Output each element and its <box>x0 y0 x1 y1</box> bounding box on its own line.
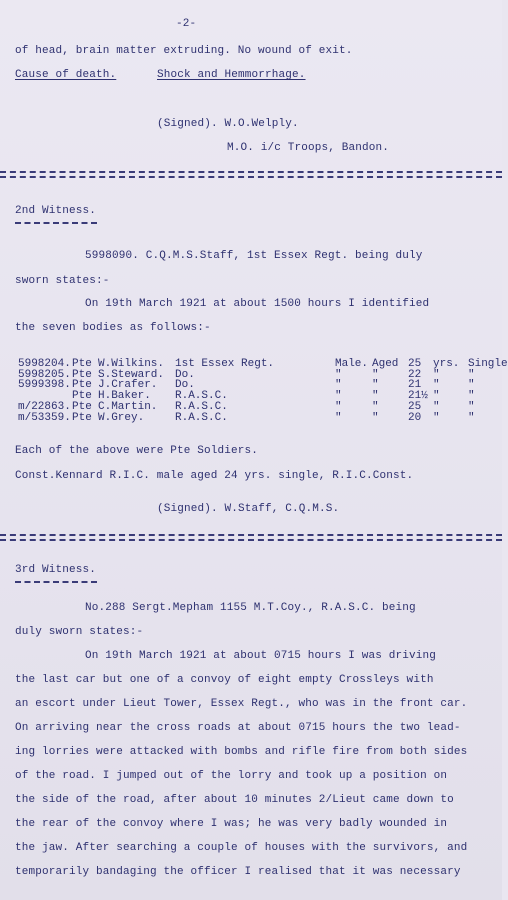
text-line: sworn states:- <box>15 275 110 287</box>
table-cell-unit: Do. <box>175 368 195 381</box>
table-cell-rank: Pte <box>72 368 92 381</box>
table-cell-age: 21½ <box>408 390 428 403</box>
table-cell-status: " <box>468 400 475 413</box>
table-cell-age: 21 <box>408 379 422 392</box>
text-line: On 19th March 1921 at about 1500 hours I identified <box>85 298 430 310</box>
section-heading: 2nd Witness. <box>15 205 97 217</box>
text-line: 5998090. C.Q.M.S.Staff, 1st Essex Regt. being duly <box>85 250 423 262</box>
text-line: the seven bodies as follows:- <box>15 322 211 334</box>
text-line: Each of the above were Pte Soldiers. <box>15 445 259 457</box>
table-cell-name: W.Grey. <box>98 411 145 424</box>
table-cell-num: m/53359. <box>18 411 71 424</box>
table-cell-status: " <box>468 379 475 392</box>
table-cell-yrs: " <box>433 400 440 413</box>
text-line: of the road. I jumped out of the lorry and took up a position on <box>15 770 448 782</box>
table-cell-age: 25 <box>408 358 422 370</box>
text-line: On arriving near the cross roads at about 0715 hours the two lead- <box>15 722 461 734</box>
signature-line: (Signed). W.Staff, C.Q.M.S. <box>157 503 340 515</box>
table-cell-unit: 1st Essex Regt. <box>175 358 275 370</box>
table-cell-name: H.Baker. <box>98 390 151 403</box>
table-cell-sex: " <box>335 390 342 403</box>
table-cell-sex: " <box>335 368 342 381</box>
table-cell-sex: Male. <box>335 358 369 370</box>
table-cell-rank: Pte <box>72 358 92 370</box>
table-cell-yrs: " <box>433 368 440 381</box>
heading-underline <box>15 222 97 224</box>
table-cell-aged: " <box>372 390 379 403</box>
table-cell-aged: Aged <box>372 358 399 370</box>
table-cell-aged: " <box>372 400 379 413</box>
table-cell-status: " <box>468 390 475 403</box>
table-cell-name: C.Martin. <box>98 400 158 413</box>
table-cell-status: " <box>468 368 475 381</box>
table-cell-rank: Pte <box>72 379 92 392</box>
text-line: temporarily bandaging the officer I realised that it was necessary <box>15 866 461 878</box>
section-separator <box>0 534 502 541</box>
cause-of-death-label: Cause of death. <box>15 69 117 81</box>
text-line: the last car but one of a convoy of eight empty Crossleys with <box>15 674 434 686</box>
table-cell-yrs: " <box>433 390 440 403</box>
table-cell-aged: " <box>372 368 379 381</box>
table-cell-num: m/22863. <box>18 400 71 413</box>
table-cell-status: Single <box>468 358 508 370</box>
text-line: of head, brain matter extruding. No wound of exit. <box>15 45 353 57</box>
table-cell-sex: " <box>335 400 342 413</box>
signature-title: M.O. i/c Troops, Bandon. <box>227 142 390 154</box>
table-cell-age: 22 <box>408 368 422 381</box>
table-cell-unit: R.A.S.C. <box>175 390 228 403</box>
table-cell-num: 5999398. <box>18 379 71 392</box>
table-cell-yrs: " <box>433 411 440 424</box>
table-cell-unit: R.A.S.C. <box>175 400 228 413</box>
page-number: -2- <box>176 18 197 30</box>
table-cell-name: J.Crafer. <box>98 379 158 392</box>
text-line: On 19th March 1921 at about 0715 hours I was driving <box>85 650 437 662</box>
table-cell-unit: R.A.S.C. <box>175 411 228 424</box>
cause-of-death-value: Shock and Hemmorrhage. <box>157 69 306 81</box>
table-cell-aged: " <box>372 411 379 424</box>
section-heading: 3rd Witness. <box>15 564 97 576</box>
table-cell-rank: Pte <box>72 411 92 424</box>
table-cell-age: 20 <box>408 411 422 424</box>
table-cell-unit: Do. <box>175 379 195 392</box>
table-cell-yrs: " <box>433 379 440 392</box>
text-line: No.288 Sergt.Mepham 1155 M.T.Coy., R.A.S.C. being <box>85 602 416 614</box>
table-cell-rank: Pte <box>72 400 92 413</box>
section-separator <box>0 171 502 178</box>
text-line: the jaw. After searching a couple of houses with the survivors, and <box>15 842 468 854</box>
table-cell-num: 5998204. <box>18 358 71 370</box>
text-line: an escort under Lieut Tower, Essex Regt., who was in the front car. <box>15 698 468 710</box>
table-cell-yrs: yrs. <box>433 358 460 370</box>
table-cell-status: " <box>468 411 475 424</box>
table-cell-name: W.Wilkins. <box>98 358 165 370</box>
text-line: the rear of the convoy where I was; he was very badly wounded in <box>15 818 448 830</box>
table-cell-name: S.Steward. <box>98 368 165 381</box>
heading-underline <box>15 581 97 583</box>
signature-line: (Signed). W.O.Welply. <box>157 118 299 130</box>
table-cell-num: 5998205. <box>18 368 71 381</box>
table-cell-rank: Pte <box>72 390 92 403</box>
text-line: Const.Kennard R.I.C. male aged 24 yrs. single, R.I.C.Const. <box>15 470 414 482</box>
table-cell-sex: " <box>335 379 342 392</box>
text-line: ing lorries were attacked with bombs and rifle fire from both sides <box>15 746 468 758</box>
text-line: duly sworn states:- <box>15 626 144 638</box>
table-cell-aged: " <box>372 379 379 392</box>
text-line: the side of the road, after about 10 minutes 2/Lieut came down to <box>15 794 454 806</box>
table-cell-sex: " <box>335 411 342 424</box>
table-cell-age: 25 <box>408 400 422 413</box>
